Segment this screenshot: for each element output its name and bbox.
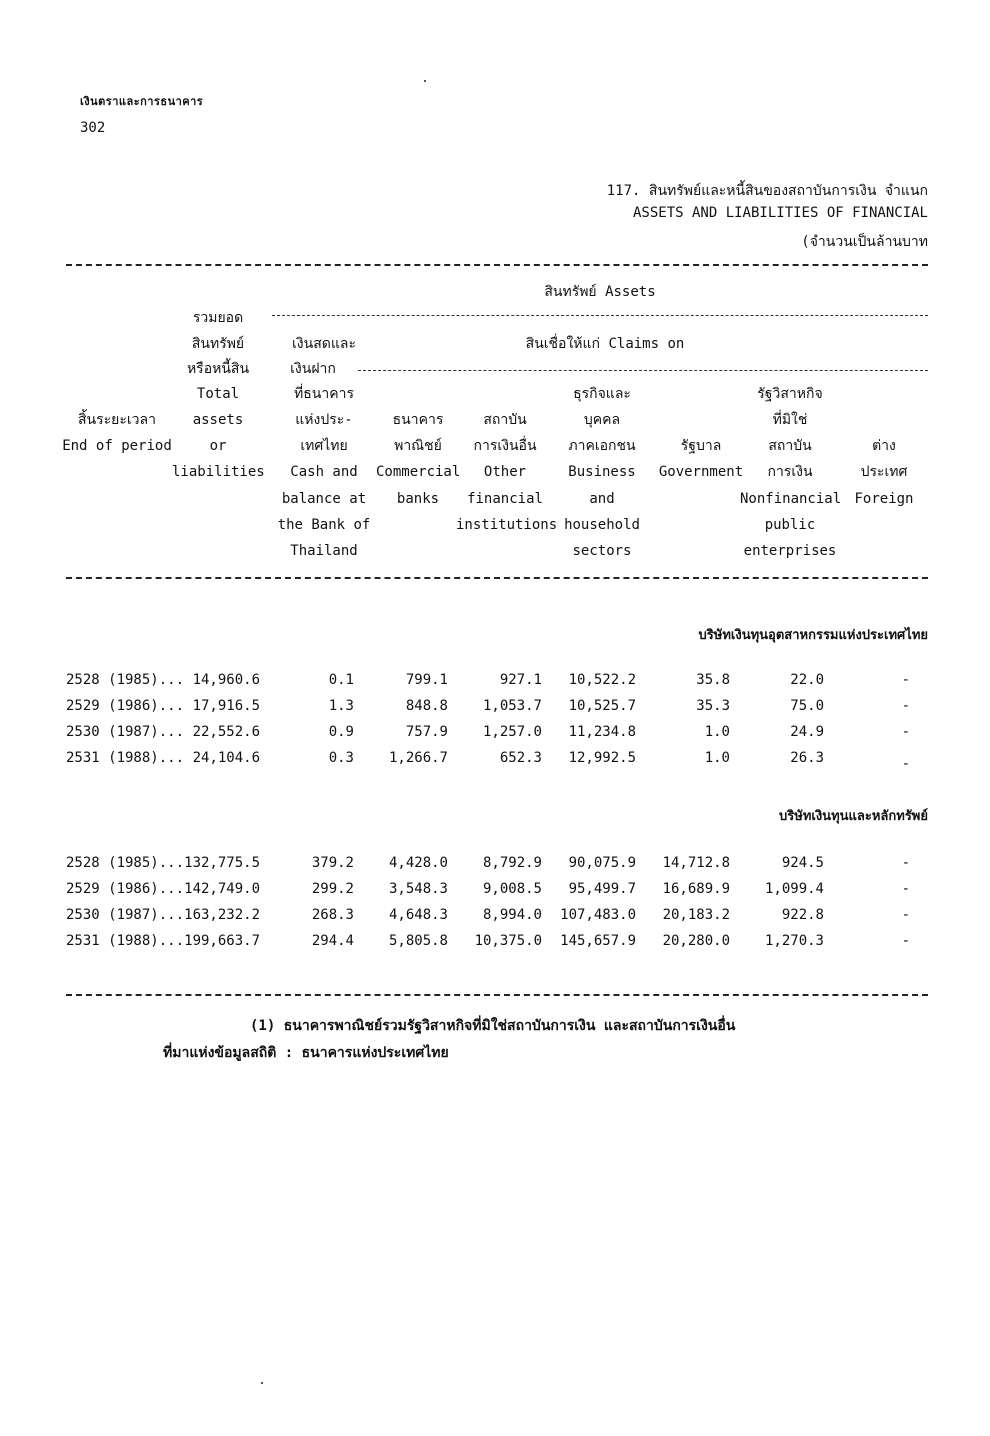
header-nonfin-line: ที่มิใช่: [772, 412, 808, 428]
cell-cash: 0.9: [328, 724, 354, 740]
cell-total: 142,749.0: [184, 881, 260, 897]
cell-government: 16,689.9: [662, 881, 730, 897]
cell-other-fin: 10,375.0: [474, 933, 542, 949]
section-label: บริษัทเงินทุนและหลักทรัพย์: [779, 809, 928, 824]
header-total-line: รวมยอด: [192, 310, 244, 326]
header-government-line: Government: [658, 464, 744, 480]
claims-group-rule: [358, 370, 928, 371]
cell-commercial: 757.9: [405, 724, 448, 740]
cell-total: 14,960.6: [192, 672, 260, 688]
cell-government: 20,280.0: [662, 933, 730, 949]
cell-business: 107,483.0: [560, 907, 636, 923]
header-business-line: and: [589, 491, 615, 507]
header-commercial-line: Commercial: [376, 464, 461, 480]
bottom-rule: [66, 994, 928, 996]
cell-cash: 0.1: [328, 672, 354, 688]
header-nonfin-line: การเงิน: [767, 464, 813, 480]
running-header: เงินตราและการธนาคาร: [80, 95, 204, 108]
header-cash-line: Thailand: [290, 543, 358, 559]
cell-period: 2528 (1985)...: [66, 855, 185, 871]
header-total-line: or: [209, 438, 227, 454]
header-government-line: รัฐบาล: [680, 438, 722, 454]
cell-foreign: -: [901, 724, 910, 740]
cell-government: 14,712.8: [662, 855, 730, 871]
header-business-line: sectors: [572, 543, 632, 559]
header-cash-line: balance at: [281, 491, 367, 507]
header-business-line: household: [564, 517, 640, 533]
cell-nonfin: 26.3: [790, 750, 824, 766]
cell-commercial: 4,648.3: [388, 907, 448, 923]
cell-nonfin: 22.0: [790, 672, 824, 688]
header-other-fin-line: financial: [467, 491, 543, 507]
cell-total: 132,775.5: [184, 855, 260, 871]
header-bottom-rule: [66, 577, 928, 579]
header-cash-line: เทศไทย: [300, 438, 348, 454]
header-nonfin-line: Nonfinancial: [740, 491, 842, 507]
cell-government: 35.8: [696, 672, 730, 688]
header-total-line: Total: [196, 386, 240, 402]
header-nonfin-line: สถาบัน: [768, 438, 812, 454]
table-row: [66, 907, 928, 933]
cell-business: 90,075.9: [568, 855, 636, 871]
cell-business: 10,522.2: [568, 672, 636, 688]
header-business-line: ธุรกิจและ: [573, 386, 631, 402]
cell-foreign: -: [901, 933, 910, 949]
header-business-line: ภาคเอกชน: [568, 438, 636, 454]
table-row: [66, 933, 928, 959]
cell-foreign: -: [901, 698, 910, 714]
cell-other-fin: 1,257.0: [482, 724, 542, 740]
cell-foreign: -: [901, 855, 910, 871]
header-total-line: liabilities: [172, 464, 265, 480]
cell-total: 24,104.6: [192, 750, 260, 766]
table-row: [66, 750, 928, 776]
header-commercial-line: banks: [396, 491, 440, 507]
cell-nonfin: 75.0: [790, 698, 824, 714]
header-business-line: บุคคล: [583, 412, 621, 428]
header-nonfin-line: รัฐวิสาหกิจ: [757, 386, 823, 402]
cell-cash: 0.3: [328, 750, 354, 766]
cell-foreign: -: [901, 881, 910, 897]
cell-government: 1.0: [704, 724, 730, 740]
source-note: ที่มาแห่งข้อมูลสถิติ : ธนาคารแห่งประเทศไทย: [163, 1045, 449, 1061]
scan-speck: [424, 80, 426, 82]
cell-business: 11,234.8: [568, 724, 636, 740]
table-title-thai: 117. สินทรัพย์และหนี้สินของสถาบันการเงิน จำแนก: [606, 183, 928, 199]
cell-other-fin: 927.1: [499, 672, 542, 688]
cell-period: 2529 (1986)...: [66, 698, 185, 714]
cell-cash: 294.4: [311, 933, 354, 949]
header-nonfin-line: enterprises: [743, 543, 837, 559]
header-foreign-line: ประเทศ: [860, 464, 908, 480]
cell-government: 20,183.2: [662, 907, 730, 923]
cell-commercial: 799.1: [405, 672, 448, 688]
header-end-of-period-en: End of period: [62, 438, 172, 454]
cell-period: 2529 (1986)...: [66, 881, 185, 897]
header-cash-line: เงินสดและ: [292, 336, 356, 352]
header-other-fin-line: Other: [483, 464, 527, 480]
cell-total: 163,232.2: [184, 907, 260, 923]
header-cash-line: แห่งประ-: [295, 412, 353, 428]
cell-business: 95,499.7: [568, 881, 636, 897]
cell-foreign: -: [901, 672, 910, 688]
claims-group-header: สินเชื่อให้แก่ Claims on: [525, 336, 685, 352]
header-total-line: หรือหนี้สิน: [186, 361, 250, 377]
table-row: [66, 672, 928, 698]
cell-other-fin: 9,008.5: [482, 881, 542, 897]
cell-government: 1.0: [704, 750, 730, 766]
cell-total: 199,663.7: [184, 933, 260, 949]
header-total-line: สินทรัพย์: [191, 336, 245, 352]
cell-government: 35.3: [696, 698, 730, 714]
header-foreign-line: ต่าง: [872, 438, 896, 454]
section-label: บริษัทเงินทุนอุตสาหกรรมแห่งประเทศไทย: [698, 628, 928, 643]
scan-speck: [261, 1382, 263, 1384]
header-cash-line: ที่ธนาคาร: [294, 386, 354, 402]
header-cash-line: เงินฝาก: [290, 361, 336, 377]
header-end-of-period-thai: สิ้นระยะเวลา: [78, 412, 156, 428]
cell-commercial: 4,428.0: [388, 855, 448, 871]
cell-nonfin: 922.8: [781, 907, 824, 923]
cell-cash: 268.3: [311, 907, 354, 923]
page-number: 302: [80, 120, 106, 136]
header-other-fin-line: การเงินอื่น: [473, 438, 537, 454]
cell-other-fin: 1,053.7: [482, 698, 542, 714]
assets-group-header: สินทรัพย์ Assets: [544, 284, 656, 300]
cell-period: 2528 (1985)...: [66, 672, 185, 688]
cell-cash: 379.2: [311, 855, 354, 871]
table-title-english: ASSETS AND LIABILITIES OF FINANCIAL: [632, 205, 928, 221]
cell-other-fin: 8,792.9: [482, 855, 542, 871]
cell-nonfin: 1,099.4: [764, 881, 824, 897]
cell-period: 2531 (1988)...: [66, 750, 185, 766]
header-cash-line: the Bank of: [277, 517, 371, 533]
header-total-line: assets: [192, 412, 244, 428]
header-other-fin-line: สถาบัน: [483, 412, 527, 428]
table-row: [66, 724, 928, 750]
cell-commercial: 5,805.8: [388, 933, 448, 949]
assets-group-rule: [272, 315, 928, 316]
cell-cash: 1.3: [328, 698, 354, 714]
header-foreign-line: Foreign: [854, 491, 914, 507]
header-nonfin-line: public: [764, 517, 816, 533]
top-rule: [66, 264, 928, 266]
cell-commercial: 3,548.3: [388, 881, 448, 897]
header-commercial-line: พาณิชย์: [394, 438, 442, 454]
header-cash-line: Cash and: [290, 464, 358, 480]
header-business-line: Business: [568, 464, 636, 480]
table-row: [66, 855, 928, 881]
cell-period: 2530 (1987)...: [66, 724, 185, 740]
cell-nonfin: 24.9: [790, 724, 824, 740]
cell-other-fin: 652.3: [499, 750, 542, 766]
table-unit-note: (จำนวนเป็นล้านบาท: [801, 234, 928, 250]
cell-foreign: -: [901, 756, 910, 772]
cell-period: 2530 (1987)...: [66, 907, 185, 923]
cell-cash: 299.2: [311, 881, 354, 897]
cell-business: 145,657.9: [560, 933, 636, 949]
header-commercial-line: ธนาคาร: [392, 412, 444, 428]
table-row: [66, 881, 928, 907]
cell-business: 12,992.5: [568, 750, 636, 766]
cell-other-fin: 8,994.0: [482, 907, 542, 923]
header-other-fin-line: institutions: [456, 517, 558, 533]
cell-commercial: 848.8: [405, 698, 448, 714]
cell-business: 10,525.7: [568, 698, 636, 714]
cell-total: 17,916.5: [192, 698, 260, 714]
cell-nonfin: 1,270.3: [764, 933, 824, 949]
cell-nonfin: 924.5: [781, 855, 824, 871]
table-row: [66, 698, 928, 724]
cell-commercial: 1,266.7: [388, 750, 448, 766]
cell-period: 2531 (1988)...: [66, 933, 185, 949]
cell-foreign: -: [901, 907, 910, 923]
footnote: (1) ธนาคารพาณิชย์รวมรัฐวิสาหกิจที่มิใช่สถาบันการเงิน และสถาบันการเงินอื่น: [250, 1018, 736, 1034]
cell-total: 22,552.6: [192, 724, 260, 740]
